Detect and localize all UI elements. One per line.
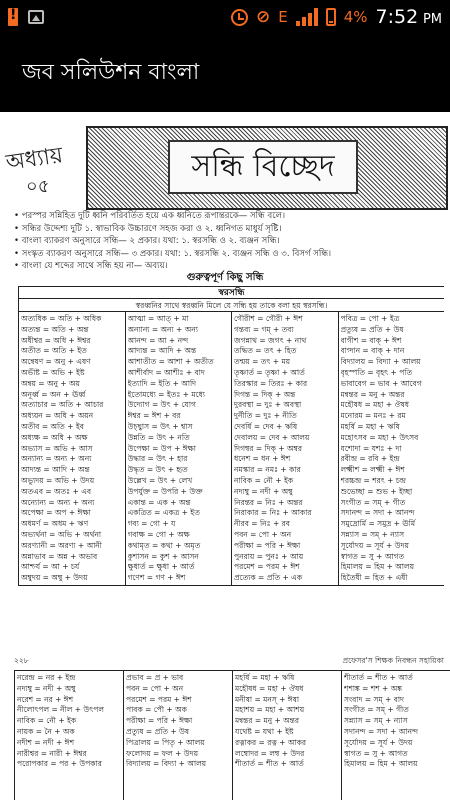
- page-number: ২২৮: [14, 656, 29, 665]
- clock-ampm: PM: [422, 12, 442, 27]
- document-page-1[interactable]: [0, 112, 450, 590]
- table-cell: নায়ক = নৈ + অক: [17, 726, 75, 736]
- table-cell: উল্লেখ = উৎ + লেখ: [127, 475, 193, 485]
- status-bar: [0, 0, 450, 34]
- table-cell: আশাতীত = আশা + অতীত: [127, 357, 214, 367]
- table-cell: আত্মা = আত্ + মা: [127, 314, 189, 323]
- chapter-number: ০৫: [26, 176, 50, 197]
- table-cell: গণেশ = গণ + ঈশ: [127, 573, 186, 583]
- table-cell: অতীব = অতি + ইব: [21, 421, 84, 431]
- table-cell: লম্বোদর = লম্ব + উদর: [235, 748, 305, 758]
- table-cell: আদ্যন্ত = আদি + অন্ত: [21, 465, 90, 475]
- image-notification-icon: [28, 10, 44, 24]
- table-cell: তৃষ্ণার্ত = তৃষ্ণা + আর্ত: [234, 367, 305, 377]
- table-cell: অন্যান্য = অন্য + অন্য: [127, 324, 198, 334]
- table-cell: কথামৃত = কথা + অমৃত: [127, 540, 201, 550]
- table-cell: অন্নাভাব = অন্ন + অভাব: [21, 551, 98, 561]
- table-cell: বিদ্যালয় = বিদ্যা + আলয়: [126, 759, 207, 769]
- table-cell: নাবিক = নৌ + ইক: [234, 475, 294, 485]
- table-cell: নরেশ = নর + ঈশ: [17, 694, 74, 704]
- table-subheading: স্বরধ্বনির সাথে স্বরধ্বনি মিলে যে সন্ধি হয় তাকে বলা হয় স্বরসন্ধি।: [19, 299, 444, 312]
- table-cell: অনূর্ধ্ব = অন + ঊর্ধ্ব: [21, 389, 86, 399]
- table-body: [19, 312, 444, 585]
- definition-list: [14, 210, 444, 273]
- sandhi-table: [18, 286, 444, 586]
- table-cell: নীলোৎপল = নীল + উৎপল: [17, 705, 104, 715]
- table-cell: আনন্দ = আ + নন্দ: [127, 335, 189, 345]
- table-cell: ইতোমধ্যে = ইতঃ + মধ্যে: [127, 389, 205, 399]
- table-cell: দুর্নীতি = দুঃ + নীতি: [234, 411, 297, 421]
- table-cell: মহাশয় = মহা + আশয়: [235, 705, 305, 715]
- table-column: [126, 312, 233, 585]
- table-cell: গৌরীশ = গৌরী + ঈশ: [234, 314, 303, 323]
- table-cell: প্রত্যুষ = প্রতি + উষ: [340, 324, 404, 334]
- table-cell: তন্ময় = তৎ + ময়: [234, 357, 291, 367]
- table-cell: উচ্ছ্বাস = উৎ + শ্বাস: [127, 421, 193, 431]
- table-cell: হিতৈষী = হিত + এষী: [340, 573, 408, 583]
- chapter-header-banner: [86, 126, 448, 210]
- table-cell: ধনেশ = ধন + ঈশ: [234, 454, 291, 464]
- network-type-label: E: [278, 8, 288, 26]
- table-cell: অধীশ্বর = অধি + ঈশ্বর: [21, 335, 91, 345]
- table-cell: নমস্কার = নমঃ + কার: [234, 465, 301, 475]
- table-heading: স্বরসন্ধি: [19, 287, 444, 299]
- table-cell: অত্যন্ত = অতি + অন্ত: [21, 324, 89, 334]
- table-cell: ঈশ্বর = ঈশ + বর: [127, 411, 181, 421]
- table-column: [15, 671, 124, 800]
- table-cell: প্রত্যুষ = প্রতি + উষ: [126, 726, 189, 736]
- table-cell: নিরন্তর = নিঃ + অন্তর: [234, 497, 303, 507]
- document-page-2[interactable]: [0, 652, 450, 800]
- table-cell: দিগম্বর = দিক্ + অম্বর: [234, 443, 303, 453]
- table-cell: সংগীত = সম্ + গীত: [340, 497, 406, 507]
- table-cell: ইত্যাদি = ইতি + আদি: [127, 378, 197, 388]
- table-cell: অত্যাচার = অতি + আচার: [21, 400, 104, 410]
- table-cell: শুভেচ্ছা = শুভ + ইচ্ছা: [340, 486, 413, 496]
- running-title: প্রফেসর'স শিক্ষক নিবন্ধন সহায়িকা: [342, 656, 444, 665]
- table-cell: দুরবস্থা = দুঃ + অবস্থা: [234, 400, 302, 410]
- table-cell: অতএব = অতঃ + এব: [21, 486, 92, 496]
- table-cell: পবন = পো + অন: [126, 683, 184, 693]
- table-cell: নাবিক = নৌ + ইক: [17, 716, 77, 726]
- table-cell: দেবর্ষি = দেব + ঋষি: [234, 421, 298, 431]
- app-bar: [0, 34, 450, 112]
- table-cell: স্বাগত = সু + আগত: [340, 551, 405, 561]
- table-cell: উদ্ধৃত = উৎ + হৃত: [127, 465, 188, 475]
- table-cell: সদানন্দ = সদা + আনন্দ: [340, 508, 415, 518]
- table-cell: বৃহস্পতি = বৃহৎ + পতি: [340, 367, 413, 377]
- table-cell: ফলোদয় = ফল + উদয়: [126, 748, 198, 758]
- table-cell: রবীন্দ্র = রবি + ইন্দ্র: [340, 454, 400, 464]
- table-cell: অভ্যুদয় = অভি + উদয়: [21, 475, 95, 485]
- table-cell: নিরাকার = নিঃ + আকার: [234, 508, 312, 518]
- table-cell: মহৌষধ = মহা + ঔষধ: [340, 400, 409, 410]
- table-cell: নীরব = নিঃ + রব: [234, 519, 290, 529]
- clock-time: 7:52: [375, 6, 419, 28]
- chapter-label: অধ্যায়: [4, 143, 65, 176]
- definition-line: • পরস্পর সন্নিহিত দুটি ধ্বনি পরিবর্তিত হয়ে এক ধ্বনিতে রূপান্তরকে— সন্ধি বলে।: [14, 211, 285, 221]
- signal-icon: [296, 8, 318, 26]
- chapter-title: সন্ধি বিচ্ছেদ: [191, 148, 335, 184]
- table-cell: যথেষ্ট = যথা + ইষ্ট: [235, 726, 294, 736]
- alarm-icon: [231, 9, 248, 26]
- battery-icon: [326, 8, 336, 26]
- app-title: জব সলিউশন বাংলা: [22, 59, 200, 85]
- table-cell: অভীষ্ট = অভি + ইষ্ট: [21, 367, 85, 377]
- table-cell: সূর্যোদয় = সূর্য + উদয়: [344, 737, 413, 747]
- table-cell: পরীক্ষা = পরি + ঈক্ষা: [234, 540, 301, 550]
- table-cell: অধ্যয়ন = অধি + অয়ন: [21, 411, 94, 421]
- table-cell: পুনরায় = পুনঃ + আয়: [234, 551, 304, 561]
- table-column: [342, 671, 450, 800]
- table-cell: একান্ত = এক + অন্ত: [127, 497, 191, 507]
- table-cell: অন্বেষণ = অনু + এষণ: [21, 357, 91, 367]
- table-cell: অভ্যাস = অভি + আস: [21, 443, 93, 453]
- warning-icon: [8, 8, 18, 26]
- table-cell: উন্নতি = উৎ + নতি: [127, 432, 190, 442]
- section-title: গুরুত্বপূর্ণ কিছু সন্ধি: [186, 272, 264, 283]
- table-cell: পাবক = পৌ + অক: [126, 705, 187, 715]
- table-cell: পরমেশ = পরম + ঈশ: [126, 694, 192, 704]
- definition-line: • বাংলা যে শব্দের সাথে সন্ধি হয় না— অব্যয়।: [14, 261, 168, 271]
- table-cell: শশাঙ্ক = শশ + অঙ্ক: [344, 683, 402, 693]
- table-cell: নদীশ = নদী + ঈশ: [17, 737, 75, 747]
- table-cell: তিরস্কার = তিরঃ + কার: [234, 378, 308, 388]
- table-cell: উদ্ধার = উৎ + হার: [127, 454, 188, 464]
- table-cell: অন্যান্য = অন্য + অন্য: [21, 454, 92, 464]
- table-cell: আশ্চর্য = আ + চর্য: [21, 562, 80, 572]
- table-cell: নারীশ্বর = নারী + ঈশ্বর: [17, 748, 87, 758]
- table-cell: মহোৎসব = মহা + উৎসব: [340, 432, 419, 442]
- table-cell: পরোপকার = পর + উপকার: [17, 759, 102, 769]
- table-cell: শীতার্ত = শীত + আর্ত: [235, 759, 304, 769]
- table-cell: অধমর্ণ = অধম + ঋণ: [21, 519, 89, 529]
- table-cell: সন্ন্যাস = সম্ + ন্যাস: [340, 529, 405, 539]
- table-cell: লক্ষ্মীশ = লক্ষ্মী + ঈশ: [340, 465, 405, 475]
- table-cell: পিত্রালয় = পিতৃ + আলয়: [126, 737, 205, 747]
- table-cell: পবিত্র = পো + ইত্র: [340, 314, 400, 323]
- table-cell: বাগীশ = বাক্ + ঈশ: [340, 335, 402, 345]
- table-cell: অন্বয় = অনু + অয়: [21, 378, 80, 388]
- table-cell: একত্রিত = একত্র + ইত: [127, 508, 200, 518]
- table-cell: দেবালয় = দেব + আলয়: [234, 432, 310, 442]
- table-cell: তদ্ধিত = তৎ + হিত: [234, 346, 297, 356]
- table-cell: মহর্ষি = মহা + ঋষি: [235, 673, 295, 682]
- no-data-icon: ⊘: [255, 7, 271, 27]
- table-cell: মনোরম = মনঃ + রম: [340, 411, 406, 421]
- table-cell: ক্ষুধার্ত = ক্ষুধা + আর্ত: [127, 562, 195, 572]
- table-cell: সংগীত = সম্ + গীত: [344, 705, 409, 715]
- page-header: [14, 656, 444, 668]
- definition-line: • সন্ধির উদ্দেশ্য দুটি ১. স্বাভাবিক উচ্চারণে সহজ করা ও ২. ধ্বনিগত মাধুর্য সৃষ্টি।: [14, 223, 282, 234]
- table-cell: অম্বুদয় = অম্বু + উদয়: [21, 573, 88, 583]
- table-cell: কুশাসন = কুশ + আসন: [127, 551, 199, 561]
- table-column: [124, 671, 233, 800]
- table-cell: অপেক্ষা = অপ + ঈক্ষা: [21, 508, 91, 518]
- table-cell: উপর্যুক্ত = উপরি + উক্ত: [127, 486, 203, 496]
- table-cell: সন্ন্যাস = সম্ + ন্যাস: [344, 716, 408, 726]
- battery-percent: 4%: [343, 8, 368, 26]
- table-cell: নদ্যম্বু = নদী + অম্বু: [234, 486, 293, 496]
- table-cell: স্বাগত = সু + আগত: [344, 748, 408, 758]
- table-cell: মহর্ষি = মহা + ঋষি: [340, 421, 400, 431]
- table-cell: জগন্নাথ = জগৎ + নাথ: [234, 335, 307, 345]
- table-cell: বিদ্যালয় = বিদ্যা + আলয়: [340, 357, 421, 367]
- table-cell: পরমেশ = পরম + ঈশ: [234, 562, 300, 572]
- table-cell: আশীর্বাদ = আশীঃ + বাদ: [127, 367, 205, 377]
- table-cell: হিমালয় = হিম + আলয়: [344, 759, 418, 769]
- table-body: [14, 670, 450, 800]
- table-cell: পরীক্ষা = পরি + ঈক্ষা: [126, 716, 193, 726]
- table-cell: বাগ্দান = বাক্ + দান: [340, 346, 405, 356]
- table-cell: শরচ্চন্দ্র = শরৎ + চন্দ্র: [340, 475, 406, 485]
- table-cell: সূর্যোদয় = সূর্য + উদয়: [340, 540, 409, 550]
- table-cell: হিমালয় = হিম + আলয়: [340, 562, 415, 572]
- table-cell: দিগন্ত = দিক্ + অন্ত: [234, 389, 296, 399]
- table-cell: ভাবাবেগ = ভাব + আবেগ: [340, 378, 422, 388]
- table-cell: শীতার্ত = শীত + আর্ত: [344, 673, 413, 682]
- table-cell: সংবাদ = সম্ + বাদ: [344, 694, 404, 704]
- table-cell: গব্য = গো + য: [127, 519, 176, 529]
- table-column: [19, 312, 126, 585]
- table-cell: যশোদা = যশঃ + দা: [340, 443, 402, 453]
- table-cell: সদানন্দ = সদা + আনন্দ: [344, 726, 418, 736]
- table-cell: গবাক্ষ = গো + অক্ষ: [127, 529, 190, 539]
- table-cell: সমুদ্রোর্মি = সমুদ্র + ঊর্মি: [340, 519, 415, 529]
- table-cell: আদ্যন্ত = আদি + অন্ত: [127, 346, 197, 356]
- table-cell: প্রভাব = প্র + ভাব: [126, 673, 184, 682]
- table-cell: মনীষা = মনস্ + ঈষা: [235, 694, 300, 704]
- table-cell: গন্তব্য = গম্ + তব্য: [234, 324, 294, 334]
- definition-line: • বাংলা ব্যাকরণ অনুসারে সন্ধি— ২ প্রকার। যথা: ১. স্বরসন্ধি ও ২. ব্যঞ্জন সন্ধি।: [14, 236, 280, 246]
- table-cell: পবন = পো + অন: [234, 529, 292, 539]
- table-cell: অভ্যর্থনা = অভি + অর্থনা: [21, 529, 102, 539]
- table-cell: অত্যধিক = অতি + অধিক: [21, 314, 102, 323]
- table-cell: মহৌষধ = মহা + ঔষধ: [235, 683, 304, 693]
- table-cell: অধ্যক্ষ = অধি + অক্ষ: [21, 432, 88, 442]
- table-cell: অতীত = অতি + ইত: [21, 346, 87, 356]
- table-cell: অরণ্যানী = অরণ্য + আনী: [21, 540, 102, 550]
- table-cell: প্রত্যেক = প্রতি + এক: [234, 573, 303, 583]
- table-cell: অন্যোন্য = অন্য + অন্য: [21, 497, 95, 507]
- chapter-header-inner: [168, 140, 358, 194]
- table-cell: নদ্যম্বু = নদী + অম্বু: [17, 683, 76, 693]
- table-cell: নরেন্দ্র = নর + ইন্দ্র: [17, 673, 76, 682]
- table-cell: রত্নাকর = রত্ন + আকর: [235, 737, 307, 747]
- document-viewer[interactable]: [0, 112, 450, 800]
- definition-line: • সংস্কৃত ব্যাকরণ অনুসারে সন্ধি— ৩ প্রকার। যথা: ১. স্বরসন্ধি ২. ব্যঞ্জন সন্ধি ও ৩. বিসর্গ সন্ধি।: [14, 248, 332, 259]
- table-cell: উদ্যোগ = উৎ + যোগ: [127, 400, 196, 410]
- table-cell: উপেক্ষা = উপ + ঈক্ষা: [127, 443, 196, 453]
- table-column: [232, 312, 339, 585]
- table-column: [339, 312, 445, 585]
- table-column: [233, 671, 342, 800]
- table-cell: মন্বন্তর = মনু + অন্তর: [340, 389, 405, 399]
- table-cell: মন্বন্তর = মনু + অন্তর: [235, 716, 299, 726]
